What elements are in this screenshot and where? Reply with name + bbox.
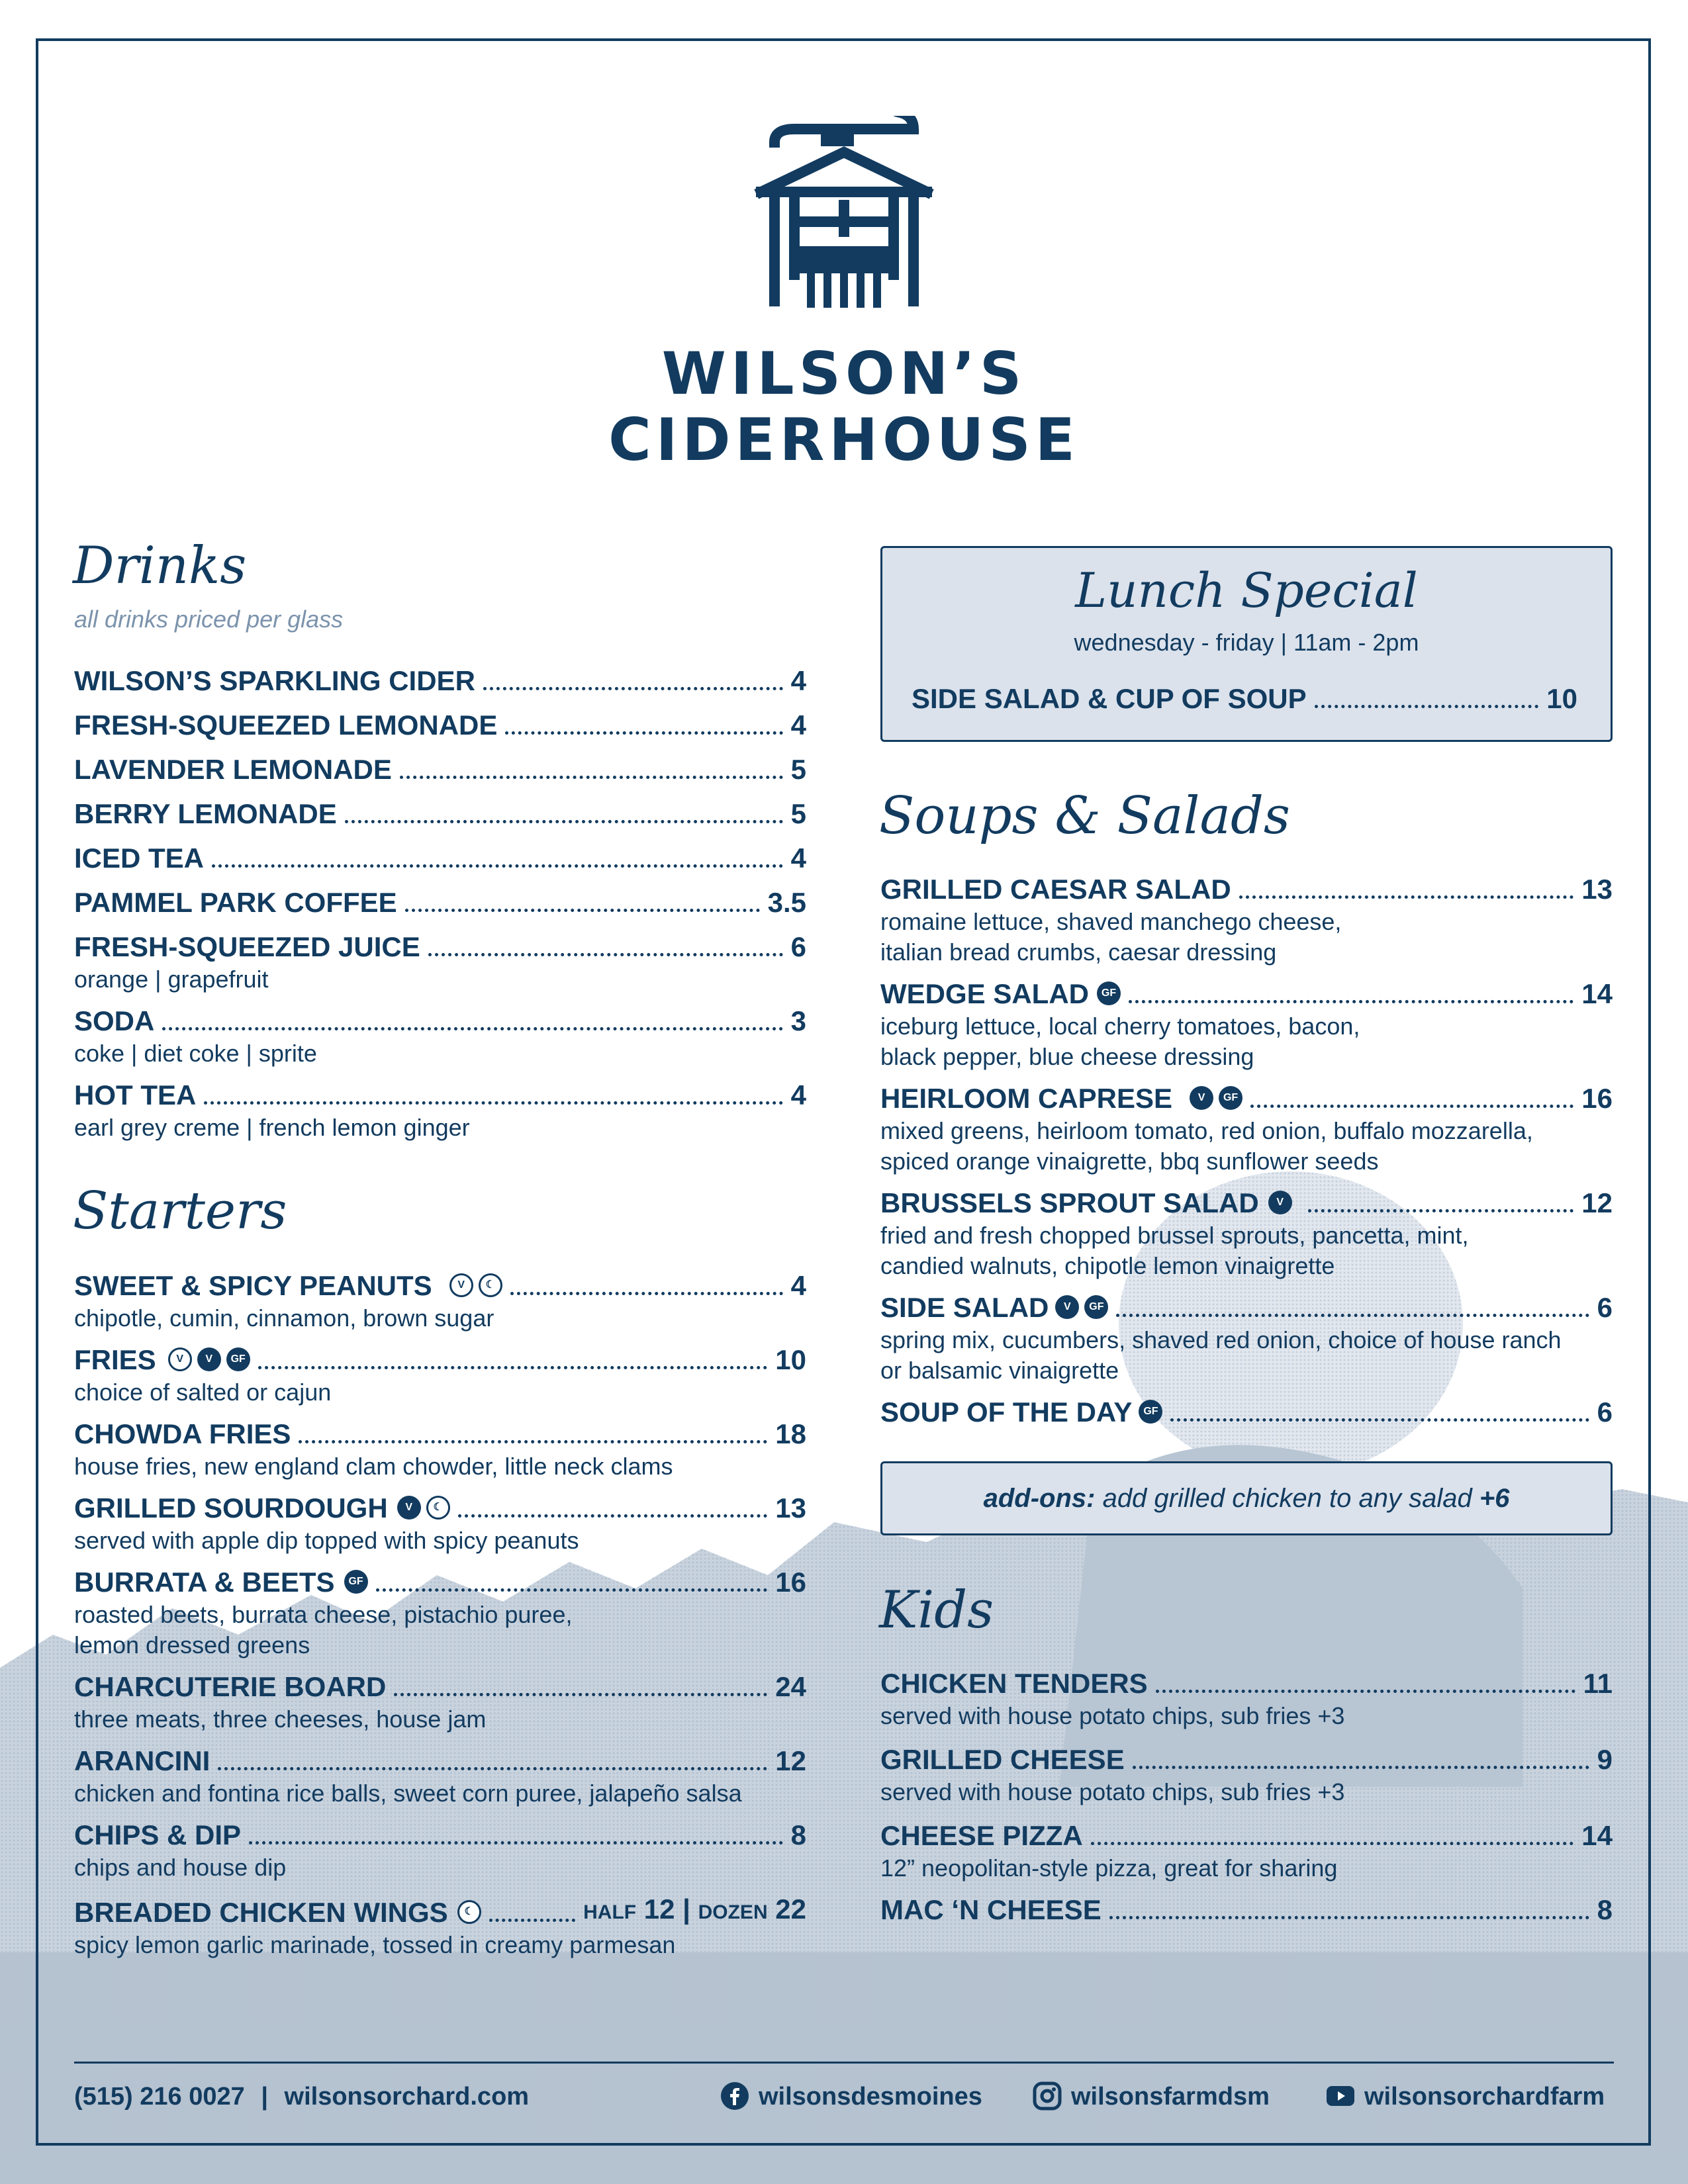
item-price: 11 — [1583, 1668, 1613, 1699]
item-description: choice of salted or cajun — [74, 1379, 332, 1406]
item-description: chipotle, cumin, cinnamon, brown sugar — [74, 1304, 494, 1332]
item-description: roasted beets, burrata cheese, pistachio puree, — [74, 1601, 573, 1628]
menu-item — [74, 1078, 806, 1152]
item-description-line-2: spiced orange vinaigrette, bbq sunflower seeds — [880, 1148, 1379, 1175]
item-price: 5 — [790, 798, 806, 829]
menu-item — [880, 1186, 1613, 1291]
item-price: 12 — [1581, 1187, 1613, 1218]
item-price: 3.5 — [767, 887, 806, 918]
dozen-label: DOZEN — [698, 1901, 768, 1923]
menu-item — [880, 1893, 1613, 1937]
gluten-free-badge: GF — [1139, 1400, 1162, 1424]
item-name: HEIRLOOM CAPRESE — [880, 1083, 1173, 1114]
item-name: ICED TEA — [74, 842, 205, 874]
vegan-badge: V — [449, 1273, 473, 1297]
menu-item — [74, 1269, 806, 1343]
item-description: served with house potato chips, sub fries +3 — [880, 1702, 1345, 1729]
footer-separator: | — [261, 2083, 268, 2111]
menu-item — [880, 1819, 1613, 1893]
youtube-handle: wilsonsorchardfarm — [1364, 2083, 1605, 2111]
item-price: 3 — [790, 1005, 806, 1036]
item-price: 13 — [775, 1492, 806, 1524]
soups-salads-list — [880, 872, 1613, 1439]
item-name: BREADED CHICKEN WINGS — [74, 1897, 448, 1928]
item-name: CHOWDA FRIES — [74, 1418, 291, 1449]
item-price: 6 — [1597, 1396, 1613, 1428]
item-name: SIDE SALAD — [880, 1292, 1049, 1323]
facebook-icon — [720, 2081, 749, 2111]
item-price: 12 — [775, 1745, 806, 1776]
item-price: 4 — [790, 842, 806, 874]
gluten-free-badge: GF — [1084, 1295, 1108, 1319]
spicy-icon: ☾ — [426, 1496, 450, 1520]
item-name: WILSON’S SPARKLING CIDER — [74, 665, 475, 696]
soups-salads-heading: Soups & Salads — [879, 786, 1290, 846]
vegan-badge: V — [168, 1347, 192, 1371]
menu-item — [880, 872, 1613, 977]
add-ons-box — [880, 1461, 1613, 1535]
item-name: CHARCUTERIE BOARD — [74, 1671, 387, 1702]
item-price: 16 — [775, 1567, 806, 1598]
item-price: 18 — [775, 1418, 806, 1449]
item-price-options — [583, 1892, 806, 1930]
vegetarian-badge: V — [197, 1347, 221, 1371]
facebook-link[interactable] — [720, 2078, 982, 2115]
item-price: 9 — [1597, 1744, 1613, 1775]
item-price: 14 — [1581, 978, 1613, 1009]
menu-item — [880, 1743, 1613, 1819]
menu-item — [74, 1565, 806, 1670]
vegetarian-badge: V — [397, 1496, 421, 1520]
menu-item — [74, 797, 806, 841]
menu-item — [880, 1081, 1613, 1186]
item-price: 14 — [1581, 1820, 1613, 1851]
item-description: romaine lettuce, shaved manchego cheese, — [880, 908, 1342, 935]
menu-item — [74, 1892, 806, 1966]
menu-item — [880, 1666, 1613, 1743]
item-name: ARANCINI — [74, 1745, 211, 1776]
item-name: BURRATA & BEETS — [74, 1567, 335, 1598]
item-price: 6 — [1597, 1292, 1613, 1323]
item-description-line-2: or balsamic vinaigrette — [880, 1357, 1119, 1384]
item-description: three meats, three cheeses, house jam — [74, 1706, 487, 1733]
menu-item — [74, 1670, 806, 1744]
item-name: GRILLED SOURDOUGH — [74, 1492, 388, 1524]
footer-contact — [74, 2078, 529, 2115]
drinks-heading: Drinks — [73, 536, 247, 596]
website-link[interactable]: wilsonsorchard.com — [284, 2083, 530, 2111]
item-price: 4 — [790, 709, 806, 741]
item-name: LAVENDER LEMONADE — [74, 754, 392, 785]
item-price: 8 — [1597, 1894, 1613, 1925]
phone-number[interactable]: (515) 216 0027 — [74, 2083, 245, 2111]
menu-item — [74, 930, 806, 1004]
youtube-icon — [1326, 2081, 1355, 2111]
brand-line-2: CIDERHOUSE — [608, 406, 1080, 474]
price-separator: | — [682, 1893, 690, 1925]
item-description: house fries, new england clam chowder, little neck clams — [74, 1453, 673, 1480]
item-name: SOUP OF THE DAY — [880, 1396, 1133, 1428]
item-price: 4 — [790, 665, 806, 696]
item-name: SIDE SALAD & CUP OF SOUP — [912, 683, 1307, 714]
vegetarian-badge: V — [1190, 1086, 1213, 1110]
kids-list — [880, 1666, 1613, 1937]
menu-item — [74, 841, 806, 886]
brand-line-1: WILSON’S — [661, 340, 1027, 408]
gluten-free-badge: GF — [1097, 981, 1121, 1005]
item-name: GRILLED CAESAR SALAD — [880, 874, 1231, 905]
item-description: chicken and fontina rice balls, sweet corn puree, jalapeño salsa — [74, 1780, 742, 1807]
item-name: WEDGE SALAD — [880, 978, 1089, 1009]
item-name: PAMMEL PARK COFFEE — [74, 887, 397, 918]
item-description: 12” neopolitan-style pizza, great for sharing — [880, 1854, 1338, 1882]
item-description: spicy lemon garlic marinade, tossed in creamy parmesan — [74, 1931, 676, 1958]
add-ons-price: +6 — [1479, 1484, 1510, 1513]
item-price: 16 — [1581, 1083, 1613, 1114]
vegetarian-badge: V — [1055, 1295, 1079, 1319]
item-description: coke | diet coke | sprite — [74, 1040, 317, 1067]
menu-item — [74, 1491, 806, 1565]
menu-item — [74, 1343, 806, 1417]
item-name: FRESH-SQUEEZED JUICE — [74, 931, 420, 962]
lunch-special-box — [880, 546, 1613, 742]
item-description: served with apple dip topped with spicy peanuts — [74, 1527, 579, 1554]
instagram-link[interactable] — [1033, 2078, 1270, 2115]
item-name: GRILLED CHEESE — [880, 1744, 1125, 1775]
dozen-price: 22 — [775, 1893, 806, 1925]
item-description: fried and fresh chopped brussel sprouts, pancetta, mint, — [880, 1222, 1469, 1249]
menu-item — [880, 1291, 1613, 1395]
gluten-free-badge: GF — [1219, 1086, 1243, 1110]
spicy-icon: ☾ — [479, 1273, 502, 1297]
add-ons-label: add-ons: — [983, 1484, 1096, 1513]
item-name: SODA — [74, 1005, 155, 1036]
item-price: 10 — [1546, 683, 1577, 714]
menu-item — [74, 708, 806, 752]
item-price: 24 — [775, 1671, 806, 1702]
gluten-free-badge: GF — [226, 1347, 250, 1371]
menu-item — [74, 1004, 806, 1078]
item-description: mixed greens, heirloom tomato, red onion, buffalo mozzarella, — [880, 1117, 1533, 1144]
menu-item — [74, 1744, 806, 1818]
brand-name — [513, 341, 1175, 473]
item-name: CHIPS & DIP — [74, 1819, 242, 1850]
lunch-special-heading: Lunch Special — [1075, 563, 1418, 618]
gluten-free-badge: GF — [344, 1570, 368, 1594]
item-name: MAC ‘N CHEESE — [880, 1894, 1102, 1925]
lunch-special-hours: wednesday - friday | 11am - 2pm — [1074, 629, 1419, 656]
add-ons-text: add grilled chicken to any salad — [1095, 1484, 1479, 1513]
youtube-link[interactable] — [1326, 2078, 1605, 2115]
item-description-line-2: lemon dressed greens — [74, 1631, 310, 1659]
item-price: 10 — [775, 1344, 806, 1375]
item-name: CHICKEN TENDERS — [880, 1668, 1148, 1699]
item-price: 5 — [790, 754, 806, 785]
half-price: 12 — [643, 1893, 675, 1925]
item-description-line-2: italian bread crumbs, caesar dressing — [880, 938, 1277, 966]
item-name: CHEESE PIZZA — [880, 1820, 1083, 1851]
item-name: HOT TEA — [74, 1079, 197, 1111]
menu-item — [74, 1818, 806, 1892]
menu-item — [74, 886, 806, 930]
menu-item — [74, 752, 806, 797]
item-description: iceburg lettuce, local cherry tomatoes, bacon, — [880, 1013, 1360, 1040]
drinks-list — [74, 664, 806, 1152]
menu-item — [74, 664, 806, 708]
spicy-icon: ☾ — [457, 1900, 481, 1924]
item-price: 13 — [1581, 874, 1613, 905]
item-description-line-2: black pepper, blue cheese dressing — [880, 1043, 1254, 1070]
item-name: SWEET & SPICY PEANUTS — [74, 1270, 432, 1301]
vegetarian-badge: V — [1268, 1191, 1292, 1214]
item-description: orange | grapefruit — [74, 966, 269, 993]
menu-item — [912, 682, 1577, 716]
item-description: earl grey creme | french lemon ginger — [74, 1114, 470, 1141]
menu-item — [880, 1395, 1613, 1439]
instagram-icon — [1033, 2081, 1062, 2111]
item-description: served with house potato chips, sub fries +3 — [880, 1778, 1345, 1805]
item-name: BERRY LEMONADE — [74, 798, 337, 829]
item-description: chips and house dip — [74, 1854, 287, 1881]
item-name: BRUSSELS SPROUT SALAD — [880, 1187, 1259, 1218]
cider-press-logo — [748, 116, 940, 314]
item-price: 4 — [790, 1079, 806, 1111]
menu-item — [880, 977, 1613, 1081]
drinks-note: all drinks priced per glass — [74, 606, 344, 633]
starters-heading: Starters — [73, 1181, 287, 1241]
item-description-line-2: candied walnuts, chipotle lemon vinaigrette — [880, 1252, 1335, 1279]
item-price: 4 — [790, 1270, 806, 1301]
facebook-handle: wilsonsdesmoines — [759, 2083, 982, 2111]
instagram-handle: wilsonsfarmdsm — [1071, 2083, 1270, 2111]
item-price: 8 — [790, 1819, 806, 1850]
half-label: HALF — [583, 1901, 637, 1923]
item-name: FRIES — [74, 1344, 156, 1375]
menu-item — [74, 1417, 806, 1491]
item-description: spring mix, cucumbers, shaved red onion, choice of house ranch — [880, 1326, 1562, 1353]
footer-divider — [74, 2062, 1614, 2064]
kids-heading: Kids — [879, 1580, 994, 1640]
starters-list — [74, 1269, 806, 1966]
item-name: FRESH-SQUEEZED LEMONADE — [74, 709, 498, 741]
item-price: 6 — [790, 931, 806, 962]
